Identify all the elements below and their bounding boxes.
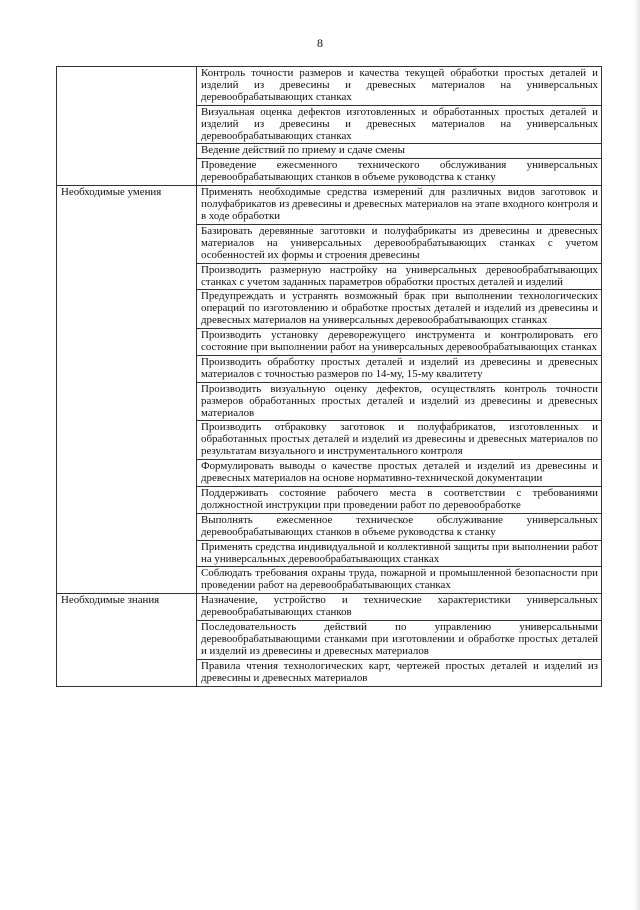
section-item: Ведение действий по приему и сдаче смены: [197, 144, 602, 159]
scan-edge-shadow: [634, 0, 640, 910]
section-item: Производить визуальную оценку дефектов, осуществлять контроль точности размеров обработанных простых деталей и изделий из древесины и древесных материалов: [197, 382, 602, 421]
section-item: Базировать деревянные заготовки и полуфабрикаты из древесины и древесных материалов на универсальных деревообрабатывающих станках с учетом особенностей их формы и строения древесины: [197, 224, 602, 263]
section-item: Предупреждать и устранять возможный брак при выполнении технологических операций по изготовлению и обработке простых деталей и изделий из древесины и древесных материалов на универсальных деревообрабатывающих станках: [197, 290, 602, 329]
section-item: Применять необходимые средства измерений для различных видов заготовок и полуфабрикатов из древесины и древесных материалов на этапе входного контроля и в ходе обработки: [197, 186, 602, 225]
section-item: Выполнять ежесменное техническое обслуживание универсальных деревообрабатывающих станков в объеме руководства к станку: [197, 513, 602, 540]
section-label: Необходимые знания: [57, 594, 197, 686]
competency-table: [56, 66, 602, 687]
section-item: Проведение ежесменного технического обслуживания универсальных деревообрабатывающих станков в объеме руководства к станку: [197, 159, 602, 186]
section-item: Формулировать выводы о качестве простых деталей и изделий из древесины и древесных материалов на основе нормативно-технической документации: [197, 460, 602, 487]
section-item: Производить установку дереворежущего инструмента и контролировать его состояние при выполнении работ на универсальных деревообрабатывающих станках: [197, 329, 602, 356]
table-row: [57, 67, 602, 106]
section-item: Визуальная оценка дефектов изготовленных и обработанных простых деталей и изделий из древесины и древесных материалов на универсальных деревообрабатывающих станках: [197, 105, 602, 144]
section-item: Поддерживать состояние рабочего места в соответствии с требованиями должностной инструкции при проведении работ по деревообработке: [197, 487, 602, 514]
table-row: [57, 594, 602, 621]
section-item: Производить отбраковку заготовок и полуфабрикатов, изготовленных и обработанных простых деталей и изделий из древесины и древесных материалов по результатам визуального и инструментального контроля: [197, 421, 602, 460]
section-item: Контроль точности размеров и качества текущей обработки простых деталей и изделий из древесины и древесных материалов на универсальных деревообрабатывающих станках: [197, 67, 602, 106]
section-item: Правила чтения технологических карт, чертежей простых деталей и изделий из древесины и древесных материалов: [197, 659, 602, 686]
page-number: 8: [317, 36, 323, 50]
table-row: [57, 186, 602, 225]
section-item: Назначение, устройство и технические характеристики универсальных деревообрабатывающих станков: [197, 594, 602, 621]
section-label: [57, 67, 197, 186]
section-label: Необходимые умения: [57, 186, 197, 594]
section-item: Производить размерную настройку на универсальных деревообрабатывающих станках с учетом заданных параметров обработки простых деталей и изделий: [197, 263, 602, 290]
section-item: Производить обработку простых деталей и изделий из древесины и древесных материалов с точностью размеров по 14-му, 15-му квалитету: [197, 355, 602, 382]
section-item: Соблюдать требования охраны труда, пожарной и промышленной безопасности при проведении работ на деревообрабатывающих станках: [197, 567, 602, 594]
section-item: Применять средства индивидуальной и коллективной защиты при выполнении работ на универсальных деревообрабатывающих станках: [197, 540, 602, 567]
section-item: Последовательность действий по управлению универсальными деревообрабатывающими станками при изготовлении и обработке простых деталей и изделий из древесины и древесных материалов: [197, 621, 602, 660]
